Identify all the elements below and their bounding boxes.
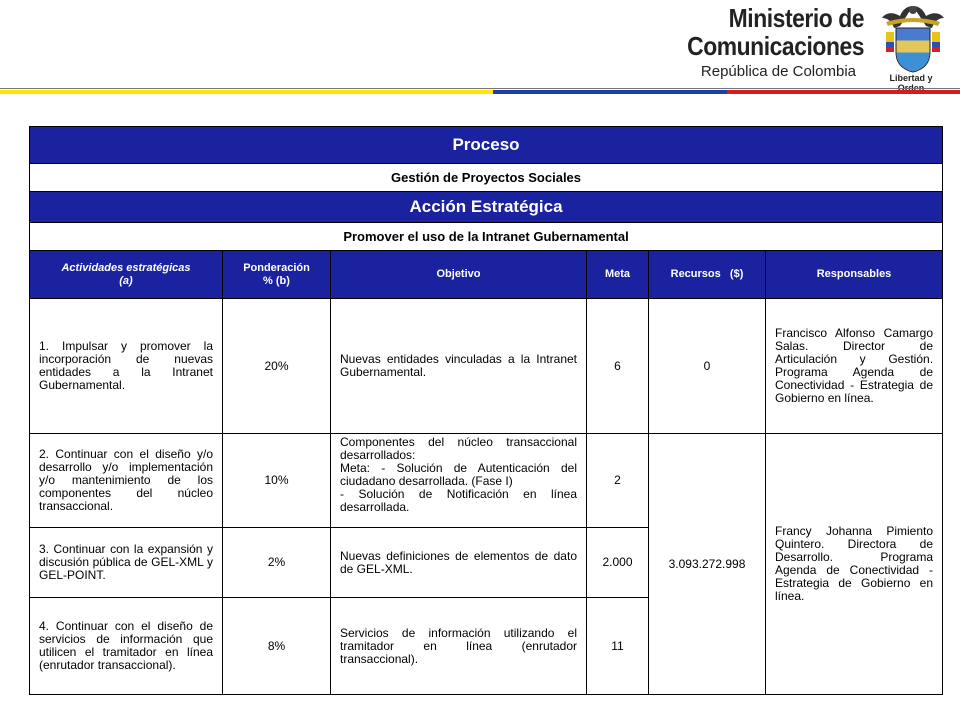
meta-cell: 6 xyxy=(587,299,649,434)
table-row xyxy=(30,299,943,434)
objetivo-cell xyxy=(331,434,587,528)
proceso-header: Proceso xyxy=(30,127,943,164)
ponderacion-cell: 2% xyxy=(223,528,331,598)
actividad-cell: 1. Impulsar y promover la incorporación de nuevas entidades a la Intranet Gubernamental. xyxy=(30,299,223,434)
ponderacion-cell: 8% xyxy=(223,598,331,695)
ministry-title-line1: Ministerio de xyxy=(728,3,864,33)
column-header-recursos: Recursos ($) xyxy=(649,251,766,299)
country-name: República de Colombia xyxy=(700,63,856,80)
column-header-objetivo: Objetivo xyxy=(331,251,587,299)
ministry-logo-text xyxy=(663,4,864,82)
column-header-responsables: Responsables xyxy=(766,251,943,299)
flag-blue-stripe xyxy=(493,90,727,94)
accion-estrategica-header: Acción Estratégica xyxy=(30,192,943,223)
merged-responsables-cell: Francy Johanna Pimiento Quintero. Directora de Desarrollo. Programa Agenda de Conectividad - Estrategia de Gobierno en línea. xyxy=(766,434,943,695)
meta-cell: 2 xyxy=(587,434,649,528)
column-header-actividades xyxy=(30,251,223,299)
column-header-ponderacion-line1: Ponderación xyxy=(243,261,310,274)
flag-yellow-stripe xyxy=(0,90,493,94)
actividad-cell: 3. Continuar con la expansión y discusión pública de GEL-XML y GEL-POINT. xyxy=(30,528,223,598)
objetivo-cell: Servicios de información utilizando el tramitador en línea (enrutador transaccional). xyxy=(331,598,587,695)
column-header-actividades-line1: Actividades estratégicas xyxy=(61,261,191,274)
ponderacion-cell: 20% xyxy=(223,299,331,434)
objetivo-cell: Nuevas entidades vinculadas a la Intranet Gubernamental. xyxy=(331,299,587,434)
strategic-plan-table xyxy=(29,126,943,695)
merged-recursos-cell: 3.093.272.998 xyxy=(649,434,766,695)
column-header-meta: Meta xyxy=(587,251,649,299)
table-row xyxy=(30,434,943,528)
ministry-title-line2: Comunicaciones xyxy=(687,31,864,61)
objetivo-line: Componentes del núcleo transaccional desarrollados: xyxy=(340,435,577,462)
flag-red-stripe xyxy=(727,90,960,94)
proceso-value: Gestión de Proyectos Sociales xyxy=(30,164,943,192)
crest-motto: Libertad y xyxy=(889,73,933,83)
objetivo-line: - Solución de Notificación en línea desarrollada. xyxy=(340,487,577,514)
accion-estrategica-value: Promover el uso de la Intranet Gubernamental xyxy=(30,223,943,251)
column-header-ponderacion-line2: % (b) xyxy=(263,274,290,287)
flag-color-bar xyxy=(0,88,960,94)
column-header-actividades-line2: (a) xyxy=(119,274,133,287)
actividad-cell: 2. Continuar con el diseño y/o desarrollo y/o implementación y/o mantenimiento de los componentes del núcleo transaccional. xyxy=(30,434,223,528)
recursos-cell: 0 xyxy=(649,299,766,434)
responsables-cell: Francisco Alfonso Camargo Salas. Director de Articulación y Gestión. Programa Agenda de Conectividad - Estrategia de Gobierno en línea. xyxy=(766,299,943,434)
meta-cell: 2.000 xyxy=(587,528,649,598)
meta-cell: 11 xyxy=(587,598,649,695)
ponderacion-cell: 10% xyxy=(223,434,331,528)
objetivo-cell: Nuevas definiciones de elementos de dato de GEL-XML. xyxy=(331,528,587,598)
column-header-ponderacion xyxy=(223,251,331,299)
objetivo-line: Meta: - Solución de Autenticación del ciudadano desarrollada. (Fase I) xyxy=(340,461,577,488)
actividad-cell: 4. Continuar con el diseño de servicios de información que utilicen el tramitador en línea (enrutador transaccional). xyxy=(30,598,223,695)
